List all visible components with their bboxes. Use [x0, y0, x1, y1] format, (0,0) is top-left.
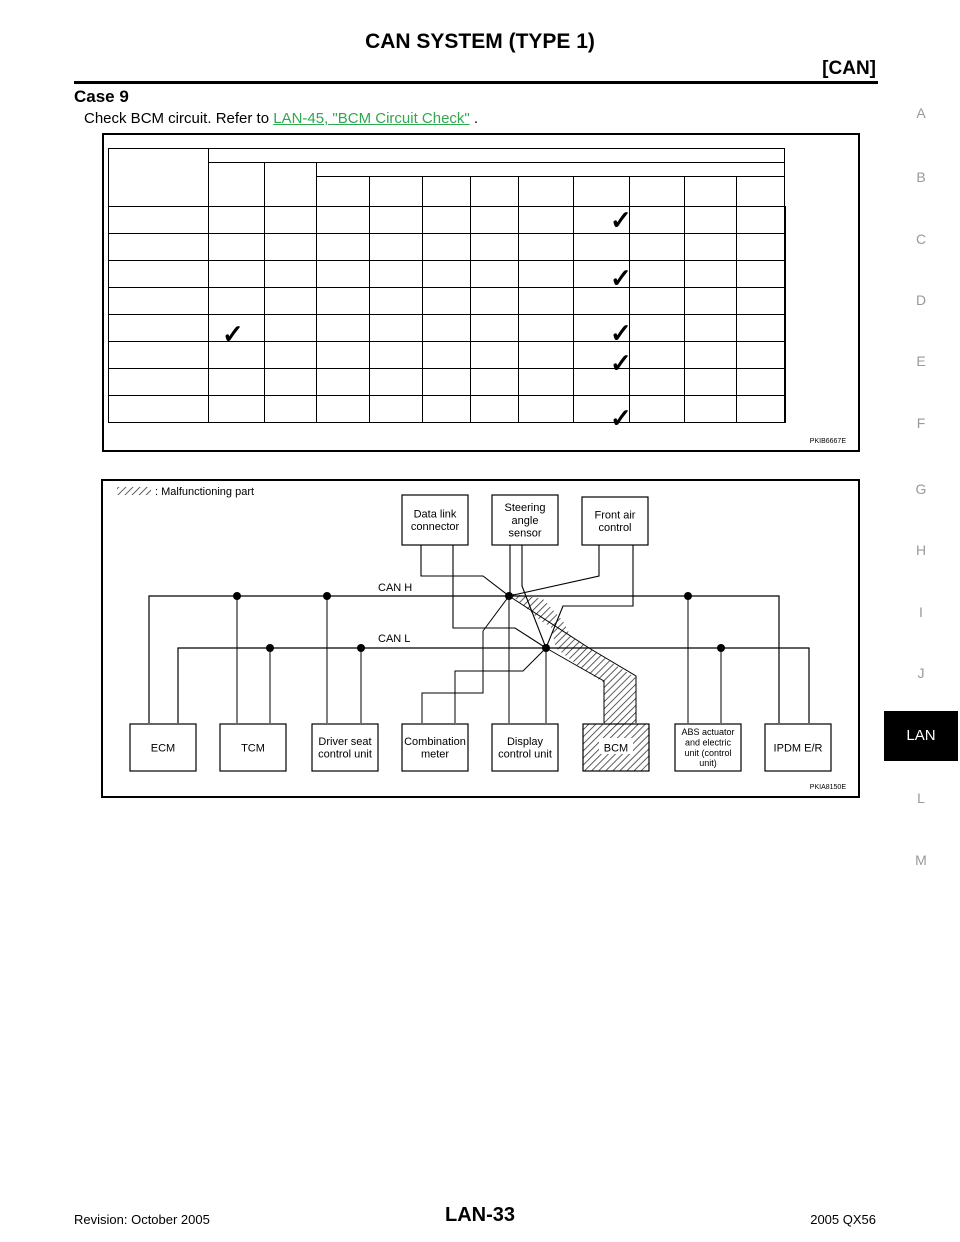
- table-cell: [265, 288, 317, 315]
- junction-dot: [505, 592, 513, 600]
- case-title: Case 9: [74, 87, 129, 106]
- table-cell: [785, 369, 786, 396]
- junction-dot: [323, 592, 331, 600]
- table-cell: [737, 396, 785, 423]
- table-cell: [785, 342, 786, 369]
- table-cell: [630, 288, 685, 315]
- column-header: [519, 177, 574, 207]
- row-label: [109, 207, 209, 234]
- row-label: [109, 369, 209, 396]
- initial-diagnosis-header: [209, 163, 265, 207]
- bottom-unit-label: ABS actuator and electric unit (control unit): [681, 727, 735, 769]
- junction-dot: [717, 644, 725, 652]
- row-label: [109, 396, 209, 423]
- table-cell: [370, 207, 423, 234]
- table-row: [109, 342, 786, 369]
- table-cell: [265, 396, 317, 423]
- table-cell: [317, 261, 370, 288]
- check-mark-icon: ✓: [610, 263, 632, 293]
- table-cell: [471, 315, 519, 342]
- column-header: [423, 177, 471, 207]
- row-label: [109, 261, 209, 288]
- transmit-diagnosis-header: [265, 163, 317, 207]
- table-row: [109, 207, 786, 234]
- table-cell: [519, 288, 574, 315]
- table-cell: [685, 234, 737, 261]
- table-cell: [370, 261, 423, 288]
- table-cell: [471, 207, 519, 234]
- table-cell: [317, 288, 370, 315]
- can-circuit-figure: [101, 479, 860, 798]
- can-h-label: CAN H: [378, 582, 413, 594]
- table-cell: [209, 234, 265, 261]
- side-index-lan[interactable]: LAN: [884, 711, 958, 761]
- table-cell: [574, 234, 630, 261]
- junction-dot: [233, 592, 241, 600]
- row-label: [109, 342, 209, 369]
- table-cell: [737, 288, 785, 315]
- can-l-label: CAN L: [378, 633, 411, 645]
- receive-diagnosis-header: [317, 163, 785, 177]
- top-unit-label: Steering angle sensor: [504, 502, 546, 540]
- side-index-l[interactable]: L: [917, 790, 925, 806]
- table-cell: [685, 315, 737, 342]
- table-cell: [317, 234, 370, 261]
- table-cell: [370, 396, 423, 423]
- column-header: [737, 177, 785, 207]
- table-cell: [785, 315, 786, 342]
- table-cell: [317, 315, 370, 342]
- top-unit-label: Front air control: [594, 509, 636, 535]
- malfunction-hatch: [509, 593, 636, 725]
- figure-id: PKIB6667E: [809, 438, 846, 445]
- wire: [422, 596, 509, 723]
- can-l-line: [178, 648, 809, 723]
- table-cell: [630, 261, 685, 288]
- table-cell: [423, 234, 471, 261]
- table-cell: [370, 315, 423, 342]
- table-row: [109, 261, 786, 288]
- check-mark-icon: ✓: [610, 205, 632, 235]
- table-cell: [471, 342, 519, 369]
- side-index-f[interactable]: F: [916, 415, 926, 431]
- column-header: [685, 177, 737, 207]
- table-cell: [785, 234, 786, 261]
- bottom-unit-label: Display control unit: [498, 736, 552, 761]
- table-cell: [265, 369, 317, 396]
- column-header: [370, 177, 423, 207]
- check-mark-icon: ✓: [222, 319, 244, 349]
- table-cell: [471, 234, 519, 261]
- section-tag: [CAN]: [822, 58, 876, 79]
- table-row: [109, 315, 786, 342]
- can-h-line: [149, 596, 779, 723]
- table-cell: [209, 396, 265, 423]
- table-cell: [685, 342, 737, 369]
- table-cell: [370, 234, 423, 261]
- table-cell: [685, 261, 737, 288]
- bottom-unit-label: BCM: [603, 742, 629, 755]
- junction-dot: [266, 644, 274, 652]
- row-label: [109, 315, 209, 342]
- row-label: [109, 288, 209, 315]
- table-cell: [737, 261, 785, 288]
- table-cell: [630, 234, 685, 261]
- table-cell: [685, 396, 737, 423]
- table-cell: [265, 315, 317, 342]
- table-cell: [737, 342, 785, 369]
- bottom-unit-label: IPDM E/R: [773, 742, 823, 755]
- table-cell: [209, 261, 265, 288]
- group-header: [209, 149, 785, 163]
- junction-dot: [542, 644, 550, 652]
- column-header: [574, 177, 630, 207]
- table-cell: [471, 369, 519, 396]
- table-cell: [423, 288, 471, 315]
- side-index-a[interactable]: A: [916, 105, 926, 121]
- table-cell: [630, 315, 685, 342]
- table-cell: [471, 288, 519, 315]
- side-index-g[interactable]: G: [915, 481, 927, 497]
- side-index-h[interactable]: H: [915, 542, 927, 558]
- side-index-m[interactable]: M: [915, 852, 927, 868]
- table-row: [109, 396, 786, 423]
- table-cell: [737, 369, 785, 396]
- can-diag-table-figure: [102, 133, 860, 452]
- footer-model: 2005 QX56: [810, 1212, 876, 1227]
- header-rule: [74, 81, 878, 84]
- table-cell: [737, 315, 785, 342]
- side-index-b[interactable]: B: [916, 169, 926, 185]
- table-cell: [317, 396, 370, 423]
- table-row: [109, 288, 786, 315]
- table-cell: [317, 207, 370, 234]
- table-cell: [265, 261, 317, 288]
- column-header: [317, 177, 370, 207]
- table-cell: [785, 207, 786, 234]
- table-cell: [685, 288, 737, 315]
- table-cell: [737, 234, 785, 261]
- wire: [455, 648, 546, 723]
- table-cell: [370, 288, 423, 315]
- table-cell: [630, 207, 685, 234]
- table-cell: [265, 234, 317, 261]
- row-label: [109, 234, 209, 261]
- instruction-text: [84, 110, 478, 127]
- table-cell: [519, 342, 574, 369]
- table-cell: [423, 396, 471, 423]
- table-cell: [471, 396, 519, 423]
- figure-id-2: PKIA8150E: [809, 784, 846, 791]
- table-cell: [519, 261, 574, 288]
- junction-dot: [357, 644, 365, 652]
- table-cell: [519, 369, 574, 396]
- check-mark-icon: ✓: [610, 348, 632, 378]
- table-cell: [785, 261, 786, 288]
- table-cell: [737, 207, 785, 234]
- table-cell: [423, 261, 471, 288]
- table-cell: [209, 207, 265, 234]
- side-index-d[interactable]: D: [915, 292, 927, 308]
- can-diag-table: [108, 148, 786, 423]
- table-cell: [519, 315, 574, 342]
- table-cell: [423, 342, 471, 369]
- table-cell: [423, 369, 471, 396]
- page-number: LAN-33: [444, 1204, 515, 1226]
- table-cell: [265, 207, 317, 234]
- bcm-circuit-check-link[interactable]: LAN-45, "BCM Circuit Check": [273, 110, 470, 127]
- table-row: [109, 369, 786, 396]
- footer-revision: Revision: October 2005: [74, 1212, 210, 1227]
- connector-wire: [421, 545, 509, 596]
- bottom-unit-label: TCM: [241, 742, 265, 755]
- table-cell: [370, 342, 423, 369]
- instruction-prefix: Check BCM circuit. Refer to: [84, 110, 274, 127]
- table-cell: [423, 207, 471, 234]
- table-cell: [471, 261, 519, 288]
- table-cell: [630, 369, 685, 396]
- can-circuit-diagram: [103, 481, 858, 796]
- side-index-i[interactable]: I: [919, 604, 923, 620]
- legend-hatch: [117, 487, 151, 495]
- column-header: [471, 177, 519, 207]
- side-index-e[interactable]: E: [916, 353, 926, 369]
- table-cell: [317, 369, 370, 396]
- instruction-suffix: .: [469, 110, 479, 127]
- page-title: CAN SYSTEM (TYPE 1): [365, 30, 595, 53]
- table-row: [109, 234, 786, 261]
- column-header: [630, 177, 685, 207]
- table-cell: [630, 396, 685, 423]
- top-unit-label: Data link connector: [410, 508, 460, 534]
- legend-text: : Malfunctioning part: [155, 486, 255, 498]
- check-mark-icon: ✓: [610, 318, 632, 348]
- table-cell: [685, 207, 737, 234]
- table-cell: [519, 396, 574, 423]
- bottom-unit-label: ECM: [150, 742, 176, 755]
- table-cell: [630, 342, 685, 369]
- bottom-unit-label: Combination meter: [404, 736, 466, 761]
- table-cell: [209, 369, 265, 396]
- table-cell: [785, 396, 786, 423]
- table-cell: [209, 288, 265, 315]
- junction-dot: [684, 592, 692, 600]
- table-cell: [317, 342, 370, 369]
- check-mark-icon: ✓: [610, 403, 632, 433]
- table-cell: [519, 207, 574, 234]
- table-cell: [685, 369, 737, 396]
- side-index-j[interactable]: J: [917, 665, 925, 681]
- table-cell: [370, 369, 423, 396]
- table-cell: [265, 342, 317, 369]
- corner-header: [109, 149, 209, 207]
- bottom-unit-label: Driver seat control unit: [318, 736, 372, 761]
- table-cell: [785, 288, 786, 315]
- table-cell: [519, 234, 574, 261]
- table-cell: [423, 315, 471, 342]
- side-index-c[interactable]: C: [915, 231, 927, 247]
